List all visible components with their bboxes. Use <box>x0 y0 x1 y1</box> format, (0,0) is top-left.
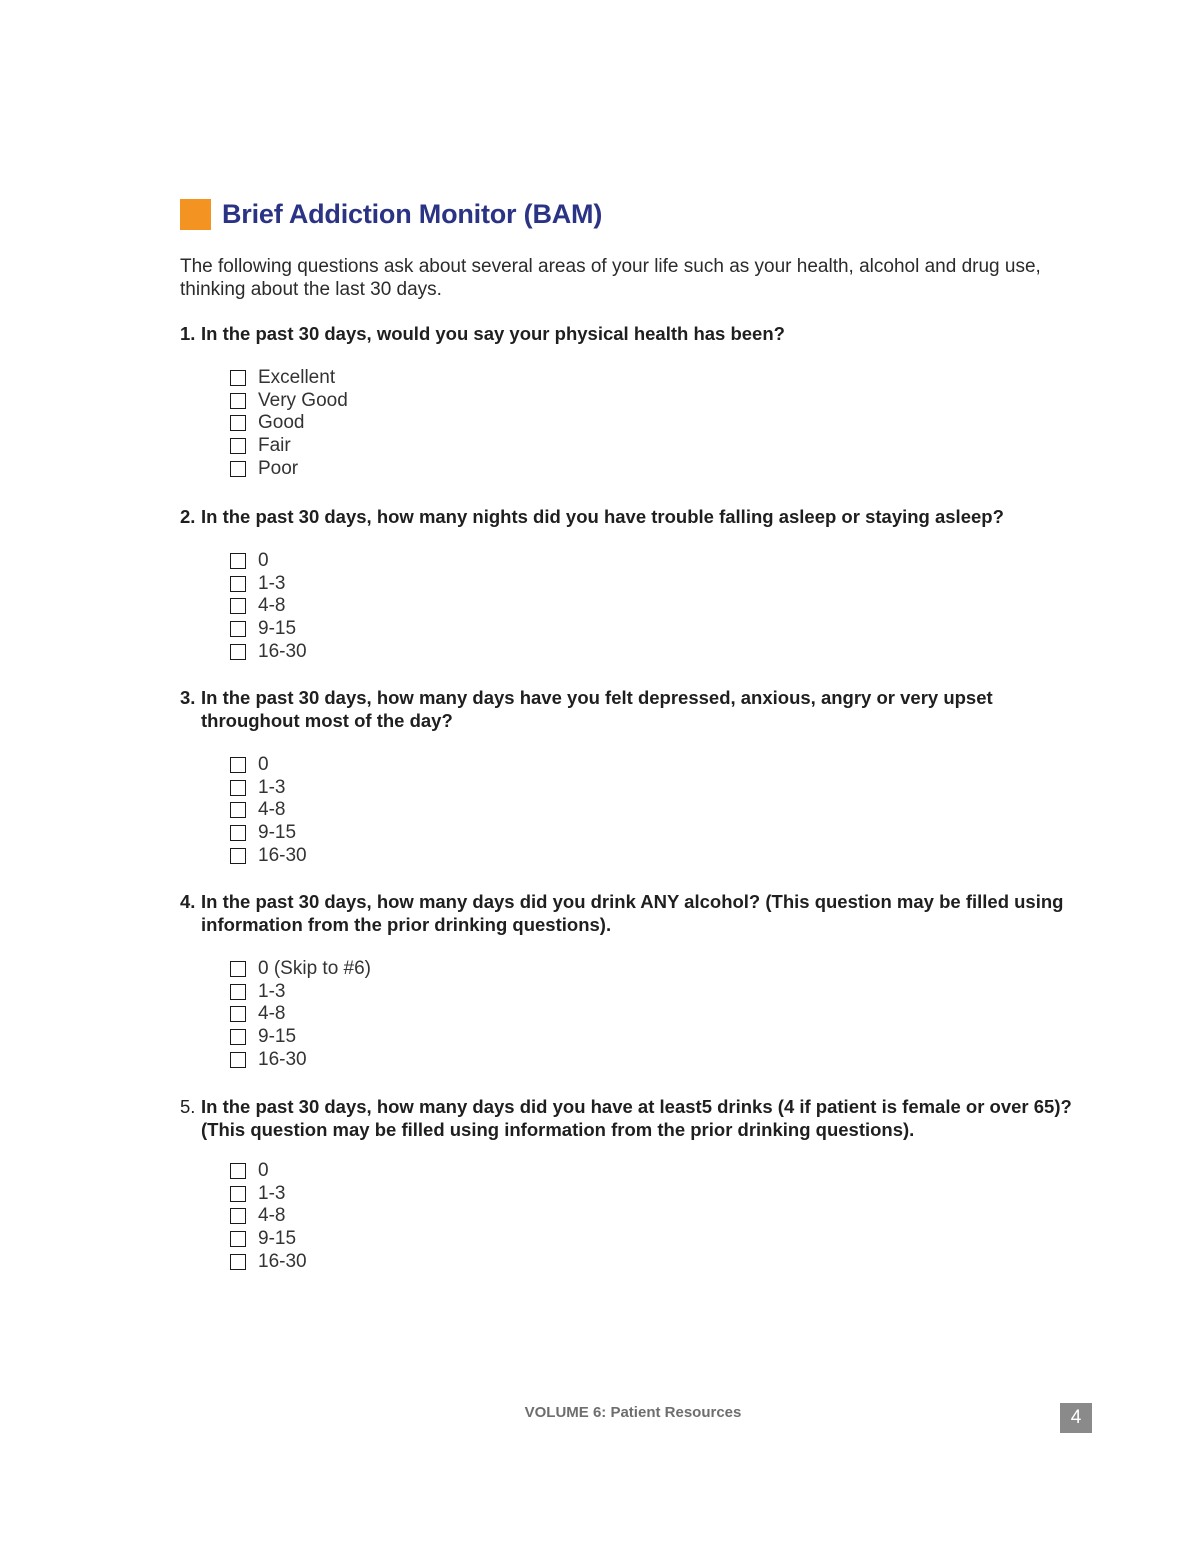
intro-paragraph: The following questions ask about several areas of your life such as your health, alcohol and drug use, thinking about the last 30 days. <box>180 256 1041 300</box>
option-list <box>230 367 1080 480</box>
option-item[interactable] <box>230 573 1080 596</box>
option-label: 9-15 <box>258 618 297 640</box>
question-label: In the past 30 days, would you say your physical health has been? <box>201 323 785 344</box>
option-item[interactable] <box>230 595 1080 618</box>
option-item[interactable] <box>230 844 1080 867</box>
option-item[interactable] <box>230 822 1080 845</box>
option-label: 4-8 <box>258 799 286 821</box>
checkbox-icon[interactable] <box>230 576 246 592</box>
checkbox-icon[interactable] <box>230 1254 246 1270</box>
checkbox-icon[interactable] <box>230 1052 246 1068</box>
option-item[interactable] <box>230 1160 1080 1183</box>
option-label: 16-30 <box>258 1250 307 1272</box>
option-item[interactable] <box>230 799 1080 822</box>
checkbox-icon[interactable] <box>230 825 246 841</box>
checkbox-icon[interactable] <box>230 553 246 569</box>
question-number: 4. <box>180 891 196 912</box>
footer-text: VOLUME 6: Patient Resources <box>524 1404 742 1421</box>
option-list <box>230 958 1080 1071</box>
page-title: Brief Addiction Monitor (BAM) <box>222 198 603 229</box>
question-number: 5. <box>180 1096 196 1117</box>
option-label: Good <box>258 412 305 434</box>
option-label: 16-30 <box>258 1048 307 1070</box>
option-label: 4-8 <box>258 1003 286 1025</box>
orange-square-icon <box>180 199 211 230</box>
option-item[interactable] <box>230 1183 1080 1206</box>
option-label: 4-8 <box>258 1205 286 1227</box>
question-number: 1. <box>180 323 196 344</box>
checkbox-icon[interactable] <box>230 438 246 454</box>
option-list <box>230 550 1080 663</box>
checkbox-icon[interactable] <box>230 1163 246 1179</box>
option-item[interactable] <box>230 1228 1080 1251</box>
checkbox-icon[interactable] <box>230 757 246 773</box>
option-label: 4-8 <box>258 595 286 617</box>
option-item[interactable] <box>230 1205 1080 1228</box>
question-2 <box>180 505 1080 679</box>
option-item[interactable] <box>230 754 1080 777</box>
question-text <box>180 890 1080 936</box>
option-item[interactable] <box>230 1250 1080 1273</box>
option-label: 0 <box>258 550 269 572</box>
option-label: Very Good <box>258 389 348 411</box>
option-item[interactable] <box>230 367 1080 390</box>
option-label: 16-30 <box>258 640 307 662</box>
option-label: 1-3 <box>258 1182 286 1204</box>
question-1 <box>180 322 1080 496</box>
option-label: Excellent <box>258 367 336 389</box>
checkbox-icon[interactable] <box>230 1186 246 1202</box>
checkbox-icon[interactable] <box>230 1208 246 1224</box>
checkbox-icon[interactable] <box>230 961 246 977</box>
option-item[interactable] <box>230 640 1080 663</box>
option-list <box>230 1160 1080 1273</box>
option-label: 9-15 <box>258 1026 297 1048</box>
question-3 <box>180 686 1080 883</box>
question-text <box>180 1095 1080 1141</box>
question-text <box>180 505 1080 528</box>
option-label: 0 (Skip to #6) <box>258 958 371 980</box>
question-text <box>180 322 1080 345</box>
section-header <box>180 196 602 232</box>
option-item[interactable] <box>230 618 1080 641</box>
question-number: 2. <box>180 506 196 527</box>
option-label: 16-30 <box>258 844 307 866</box>
option-item[interactable] <box>230 958 1080 981</box>
checkbox-icon[interactable] <box>230 802 246 818</box>
option-label: Poor <box>258 457 299 479</box>
checkbox-icon[interactable] <box>230 393 246 409</box>
option-label: 1-3 <box>258 776 286 798</box>
option-item[interactable] <box>230 1003 1080 1026</box>
checkbox-icon[interactable] <box>230 415 246 431</box>
option-label: 0 <box>258 1160 269 1182</box>
checkbox-icon[interactable] <box>230 848 246 864</box>
checkbox-icon[interactable] <box>230 370 246 386</box>
option-label: 1-3 <box>258 980 286 1002</box>
option-item[interactable] <box>230 1026 1080 1049</box>
question-number: 3. <box>180 687 196 708</box>
page-number-badge: 4 <box>1060 1403 1092 1433</box>
checkbox-icon[interactable] <box>230 1231 246 1247</box>
question-label: In the past 30 days, how many days have you felt depressed, anxious, angry or very upset throughout most of the day? <box>201 687 993 731</box>
checkbox-icon[interactable] <box>230 621 246 637</box>
option-list <box>230 754 1080 867</box>
checkbox-icon[interactable] <box>230 984 246 1000</box>
question-label: In the past 30 days, how many days did you drink ANY alcohol? (This question may be filled using information from the prior drinking questions). <box>201 891 1064 935</box>
checkbox-icon[interactable] <box>230 780 246 796</box>
option-item[interactable] <box>230 457 1080 480</box>
option-item[interactable] <box>230 412 1080 435</box>
option-item[interactable] <box>230 435 1080 458</box>
option-item[interactable] <box>230 981 1080 1004</box>
option-label: Fair <box>258 435 291 457</box>
option-label: 9-15 <box>258 822 297 844</box>
option-label: 9-15 <box>258 1228 297 1250</box>
question-5 <box>180 1095 1080 1289</box>
checkbox-icon[interactable] <box>230 598 246 614</box>
question-label: In the past 30 days, how many nights did you have trouble falling asleep or staying asleep? <box>201 506 1004 527</box>
question-4 <box>180 890 1080 1087</box>
option-item[interactable] <box>230 550 1080 573</box>
checkbox-icon[interactable] <box>230 644 246 660</box>
option-item[interactable] <box>230 1048 1080 1071</box>
checkbox-icon[interactable] <box>230 1029 246 1045</box>
checkbox-icon[interactable] <box>230 461 246 477</box>
question-label: In the past 30 days, how many days did you have at least5 drinks (4 if patient is female or over 65)? (This question may be filled using information from the prior drinking questions). <box>201 1096 1072 1140</box>
question-text <box>180 686 1080 732</box>
option-item[interactable] <box>230 777 1080 800</box>
checkbox-icon[interactable] <box>230 1006 246 1022</box>
option-label: 0 <box>258 754 269 776</box>
option-label: 1-3 <box>258 572 286 594</box>
option-item[interactable] <box>230 390 1080 413</box>
